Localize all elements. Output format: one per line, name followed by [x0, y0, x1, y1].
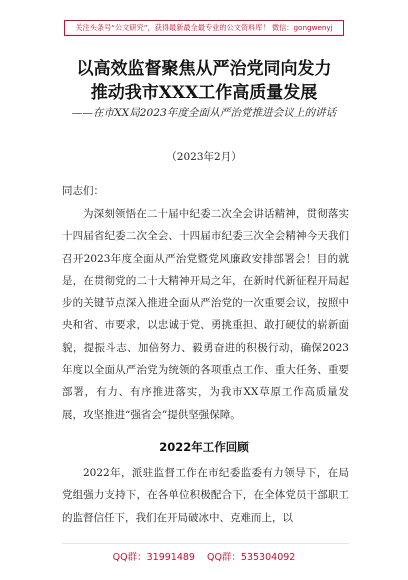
footer-contact — [0, 549, 408, 563]
body-paragraph-intro: 为深刻领悟在二十届中纪委二次全会讲话精神，贯彻落实十四届省纪委二次全会、十四届市纪委三次全会精神今天我们召开2023年度全面从严治党暨党风廉政安排部署会！目的就是，在贯彻党的二十大精神开局之年，在新时代新征程开局起步的关键节点深入推进全面从严治党的一次重要会议，按照中央和省、市要求，以忠诚于党、勇挑重担、敢打硬仗的崭新面貌，提振斗志、加倍努力、毅勇奋进的积极行动，确保2023年度以全面从严治党为统领的各项重点工作、重大任务、重要部署，有力、有序推进落实，为我市XX草原工作高质量发展，攻坚推进“强省会”提供坚强保障。 — [62, 208, 349, 421]
document-title-line-1: 以高效监督聚焦从严治党同向发力 — [76, 59, 332, 79]
section-heading: 2022年工作回顾 — [159, 440, 249, 454]
document-subtitle: ——在市XX局2023年度全面从严治党推进会议上的讲话 — [71, 107, 337, 119]
body-paragraph-review: 2022年，派驻监督工作在市纪委监委有力领导下，在局党组强力支持下，在各单位积极配合下，在全体党员干部职工的监督信任下，我们在开局破冰中、克难而上，以 — [62, 467, 349, 524]
document-date: （2023年2月） — [166, 151, 242, 163]
footer-qq-group-2: QQ群：535304092 — [206, 552, 296, 563]
footer-divider — [62, 543, 349, 544]
footer-qq-group-1: QQ群：31991489 — [112, 552, 195, 563]
document-title-line-2: 推动我市XXX工作高质量发展 — [90, 83, 318, 103]
header-banner: 关注头条号“公文研究”，获得最新最全最专业的公文资料库！ 微信：gongwenyj — [64, 20, 344, 36]
salutation: 同志们： — [62, 185, 104, 197]
